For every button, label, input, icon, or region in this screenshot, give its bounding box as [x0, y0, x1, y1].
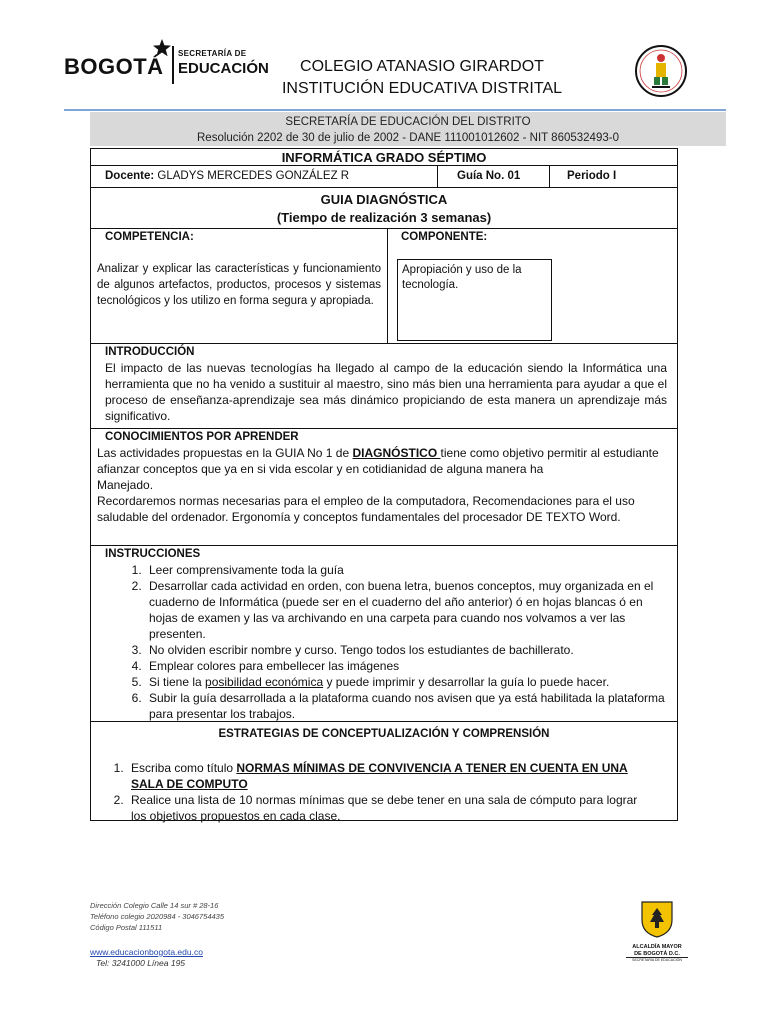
diagnostico-word: DIAGNÓSTICO — [352, 446, 441, 460]
list-item — [145, 674, 667, 690]
bogota-secretaria-logo — [64, 38, 269, 88]
competencia-row — [90, 228, 678, 344]
guia-title: GUIA DIAGNÓSTICA — [320, 192, 448, 207]
website-link[interactable]: www.educacionbogota.edu.co — [90, 947, 203, 957]
footer-phone: Teléfono colegio 2020984 - 3046754435 — [90, 912, 225, 921]
list-item: 2. Desarrollar cada actividad en orden, con buena letra, buenos conceptos, muy organizada en el cuaderno de Informática (puede ser en el cuaderno del año anterior) ó en hojas blancas ó en hojas de examen y las va archivando en una carpeta para cuando nos volvamos a ver las presenten. — [145, 578, 667, 642]
guia-heading — [90, 187, 678, 229]
componente-label: COMPONENTE: — [401, 231, 488, 243]
conocimientos-paragraph-1 — [97, 445, 671, 477]
secretaria-band — [90, 112, 726, 146]
footer-postal: Código Postal 111511 — [90, 923, 163, 932]
list-item: 4. Emplear colores para embellecer las imágenes — [145, 658, 667, 674]
secretaria-label: SECRETARÍA DE — [178, 49, 247, 58]
introduccion-section — [90, 343, 678, 429]
alcaldia-line3: SECRETARÍA DE EDUCACIÓN — [626, 957, 688, 963]
instrucciones-section — [90, 545, 678, 722]
instr-5-a: Si tiene la — [149, 675, 206, 689]
posibilidad-economica: posibilidad económica — [205, 675, 324, 689]
header-rule — [64, 109, 726, 111]
estrategias-section — [90, 721, 678, 821]
footer-contact — [90, 900, 224, 933]
introduccion-label: INTRODUCCIÓN — [105, 346, 195, 358]
alcaldia-line1: ALCALDÍA MAYOR — [632, 944, 682, 950]
guia-time: (Tiempo de realización 3 semanas) — [276, 210, 492, 225]
list-item: 1. Leer comprensivamente toda la guía — [145, 562, 667, 578]
conocimientos-label: CONOCIMIENTOS POR APRENDER — [105, 431, 299, 443]
alcaldia-line2: DE BOGOTÁ D.C. — [634, 950, 680, 957]
competencia-label: COMPETENCIA: — [105, 231, 194, 243]
star-icon — [152, 38, 172, 58]
list-item — [127, 760, 641, 792]
list-item: 2. Realice una lista de 10 normas mínimas que se debe tener en una sala de cómputo para lograr los objetivos propuestos en cada clase. — [127, 792, 641, 824]
school-name-line1: COLEGIO ATANASIO GIRARDOT — [300, 58, 544, 75]
conocimientos-text-a: Las actividades propuestas en la GUIA No 1 de — [97, 446, 353, 460]
instrucciones-list — [91, 562, 677, 722]
coat-of-arms-icon — [640, 900, 674, 938]
docente-divider-1 — [437, 166, 438, 187]
footer-tel: Tel: 3241000 Línea 195 — [96, 958, 186, 968]
conocimientos-body — [97, 445, 671, 525]
school-name — [262, 56, 582, 100]
bogota-wordmark: BOGOTÁ — [64, 54, 164, 79]
subject-title: INFORMÁTICA GRADO SÉPTIMO — [90, 148, 678, 166]
educacion-label: EDUCACIÓN — [178, 60, 269, 77]
componente-text: Apropiación y uso de la tecnología. — [397, 259, 552, 341]
estrategias-list — [91, 760, 677, 824]
school-name-line2: INSTITUCIÓN EDUCATIVA DISTRITAL — [281, 80, 563, 97]
docente-label: Docente: — [105, 170, 155, 182]
docente-divider-2 — [549, 166, 550, 187]
docente-name: GLADYS MERCEDES GONZÁLEZ R — [157, 170, 350, 182]
list-item: 3. No olviden escribir nombre y curso. Tengo todos los estudiantes de bachillerato. — [145, 642, 667, 658]
conocimientos-paragraph-2: Manejado. — [97, 478, 154, 492]
footer-address: Dirección Colegio Calle 14 sur # 28-16 — [90, 901, 219, 910]
instrucciones-label: INSTRUCCIONES — [105, 548, 201, 560]
estrat-1-a: Escriba como título — [131, 761, 237, 775]
school-seal-icon — [634, 44, 688, 98]
logo-separator — [172, 46, 174, 84]
estrategias-label: ESTRATEGIAS DE CONCEPTUALIZACIÓN Y COMPRENSIÓN — [218, 728, 550, 740]
band-line1: SECRETARÍA DE EDUCACIÓN DEL DISTRITO — [285, 116, 531, 128]
competencia-cell — [91, 229, 388, 343]
periodo: Periodo I — [567, 170, 617, 182]
instr-5-c: y puede imprimir y desarrollar la guía lo puede hacer. — [323, 675, 610, 689]
docente-row — [90, 165, 678, 188]
conocimientos-text-c: tiene como objetivo permitir al estudiante afianzar conceptos que ya en si vida escolar y en cotidianidad de alguna manera ha — [97, 446, 659, 476]
conocimientos-section — [90, 428, 678, 546]
alcaldia-logo — [626, 900, 688, 966]
competencia-text: Analizar y explicar las características y funcionamiento de algunos artefactos, productos, procesos y sistemas tecnológicos y los utilizo en forma segura y apropiada. — [97, 263, 381, 307]
guia-number: Guía No. 01 — [457, 170, 521, 182]
introduccion-text: El impacto de las nuevas tecnologías ha llegado al campo de la educación siendo la Informática una herramienta que no ha venido a sustituir al maestro, sino más bien una herramienta para ayudar a que el proceso de enseñanza-aprendizaje sea más dinámico propiciando de esta manera un aprendizaje más significativo. — [105, 361, 667, 423]
docente-cell — [105, 166, 349, 187]
normas-title: NORMAS MÍNIMAS DE CONVIVENCIA A TENER EN CUENTA EN UNA SALA DE COMPUTO — [131, 761, 628, 791]
list-item: 6. Subir la guía desarrollada a la plataforma cuando nos avisen que ya está habilitada la plataforma para presentar los trabajos. — [145, 690, 667, 722]
band-line2: Resolución 2202 de 30 de julio de 2002 - DANE 111001012602 - NIT 860532493-0 — [197, 132, 619, 144]
conocimientos-paragraph-3: Recordaremos normas necesarias para el empleo de la computadora, Recomendaciones para el uso saludable del ordenador. Ergonomía y conceptos fundamentales del procesador DE TEXTO Word. — [97, 494, 635, 524]
